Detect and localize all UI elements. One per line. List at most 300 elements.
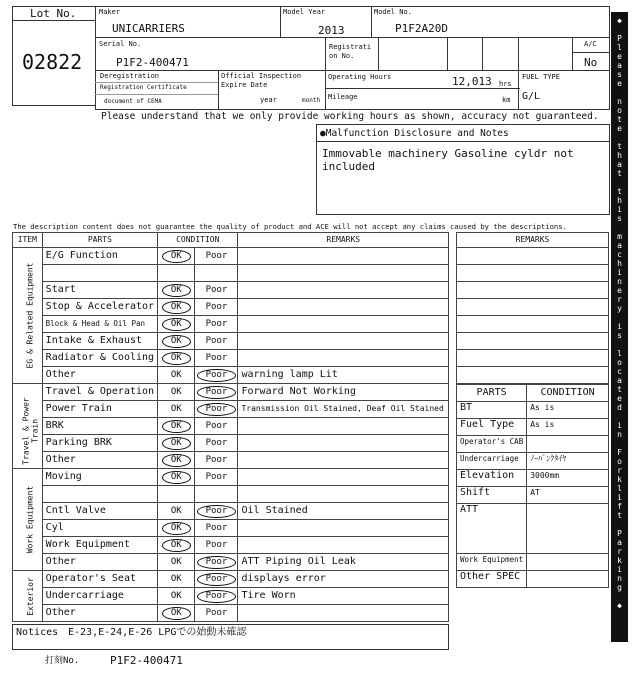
condition-poor-cell [195, 486, 238, 503]
condition-ok-cell [158, 248, 195, 265]
condition-ok-cell [158, 554, 195, 571]
spec-grid [456, 384, 609, 588]
right-remarks-cell [457, 333, 609, 350]
spec-part: BT [457, 402, 527, 419]
poor-mark: Poor [197, 386, 237, 399]
spec-condition [527, 436, 609, 453]
part-name: Radiator & Cooling [42, 350, 157, 367]
header-vline-a [280, 6, 281, 37]
condition-poor-cell [195, 452, 238, 469]
sidebar-char: a [617, 61, 622, 70]
spec-part: Undercarriage [457, 453, 527, 470]
table-row [13, 282, 449, 299]
part-name: Cntl Valve [42, 503, 157, 520]
sidebar-char: l [617, 484, 622, 493]
spec-part: ATT [457, 504, 527, 554]
spec-condition-header: CONDITION [527, 385, 609, 402]
table-row [13, 316, 449, 333]
poor-mark: Poor [205, 608, 228, 618]
condition-ok-cell [158, 350, 195, 367]
poor-mark: Poor [197, 590, 237, 603]
header-remarks: REMARKS [238, 233, 449, 248]
part-name: Work Equipment [42, 537, 157, 554]
operating-hours-value: 12,013 [452, 75, 492, 88]
condition-poor-cell [195, 384, 238, 401]
poor-mark: Poor [205, 302, 228, 312]
operating-hours-label: Operating Hours [328, 73, 392, 81]
condition-ok-cell [158, 486, 195, 503]
sidebar-char: k [617, 475, 622, 484]
sidebar-char: l [617, 43, 622, 52]
spec-part: Elevation [457, 470, 527, 487]
table-row [13, 299, 449, 316]
condition-ok-cell [158, 520, 195, 537]
condition-ok-cell [158, 367, 195, 384]
part-name: Cyl [42, 520, 157, 537]
header-line-2 [95, 70, 610, 71]
sidebar-char: c [617, 250, 622, 259]
sidebar-char: e [617, 52, 622, 61]
spec-part: Other SPEC [457, 571, 527, 588]
maker-label: Maker [99, 8, 121, 16]
table-row [13, 588, 449, 605]
spec-part: Work Equipment [457, 554, 527, 571]
part-name: E/G Function [42, 248, 157, 265]
part-name: Start [42, 282, 157, 299]
ok-mark: OK [162, 335, 191, 348]
sidebar-gap [617, 313, 622, 322]
part-name: Moving [42, 469, 157, 486]
serial-value: P1F2-400471 [116, 56, 189, 69]
sidebar-char: i [617, 493, 622, 502]
remark [238, 299, 449, 316]
sidebar-char: i [617, 205, 622, 214]
sidebar-gap [617, 520, 622, 529]
condition-ok-cell [158, 299, 195, 316]
sidebar-char: y [617, 304, 622, 313]
sidebar-char: i [617, 322, 622, 331]
group-label-cell [13, 248, 43, 384]
poor-mark: Poor [205, 455, 228, 465]
header-vline-g [518, 37, 519, 110]
right-remarks-cell [457, 282, 609, 299]
table-row [13, 418, 449, 435]
right-remarks-cell [457, 350, 609, 367]
condition-poor-cell [195, 316, 238, 333]
header-parts: PARTS [42, 233, 157, 248]
model-year-label: Model Year [283, 8, 326, 16]
table-row [13, 537, 449, 554]
remark: ATT Piping Oil Leak [238, 554, 449, 571]
condition-ok-cell [158, 605, 195, 622]
sidebar-char: e [617, 124, 622, 133]
part-name: Intake & Exhaust [42, 333, 157, 350]
part-name: Operator's Seat [42, 571, 157, 588]
condition-ok-cell [158, 418, 195, 435]
poor-mark: Poor [205, 523, 228, 533]
ok-mark: OK [162, 437, 191, 450]
sidebar-gap [617, 592, 622, 601]
part-name: Parking BRK [42, 435, 157, 452]
condition-poor-cell [195, 367, 238, 384]
condition-poor-cell [195, 469, 238, 486]
poor-mark: Poor [197, 369, 237, 382]
remark: Oil Stained [238, 503, 449, 520]
part-name: Other [42, 367, 157, 384]
sidebar-char: r [617, 295, 622, 304]
table-row [13, 554, 449, 571]
spec-row [457, 470, 609, 487]
spec-row [457, 419, 609, 436]
condition-ok-cell [158, 435, 195, 452]
poor-mark: Poor [205, 319, 228, 329]
fuel-type-value: G/L [522, 91, 541, 102]
sidebar-char: ◆ [617, 601, 622, 610]
sidebar-char: t [617, 385, 622, 394]
malfunction-divider [316, 141, 610, 142]
sidebar-char: P [617, 529, 622, 538]
sidebar-char: s [617, 331, 622, 340]
model-no-value: P1F2A20D [395, 22, 448, 35]
sidebar-char: P [617, 34, 622, 43]
header-line-3 [325, 88, 520, 89]
sidebar-char: s [617, 214, 622, 223]
condition-poor-cell [195, 282, 238, 299]
dereg-line [95, 82, 218, 83]
remark [238, 282, 449, 299]
table-row [13, 605, 449, 622]
sidebar-char: t [617, 169, 622, 178]
sidebar-char: t [617, 187, 622, 196]
remark [238, 537, 449, 554]
km-label: km [502, 96, 511, 104]
spec-condition [527, 554, 609, 571]
right-remarks-cell [457, 265, 609, 282]
spec-condition: 3000mm [527, 470, 609, 487]
table-row [13, 435, 449, 452]
remark [238, 316, 449, 333]
sidebar-char: d [617, 403, 622, 412]
part-name: Stop & Accelerator [42, 299, 157, 316]
stamp-label: 打刻No. [45, 656, 80, 666]
poor-mark: Poor [205, 353, 228, 363]
inspection-label: Official Inspection Expire Date [221, 72, 302, 89]
year-label: year [260, 96, 277, 104]
sidebar-char: o [617, 457, 622, 466]
header-vline-c [325, 37, 326, 110]
ok-mark: OK [162, 301, 191, 314]
ok-mark: OK [162, 539, 191, 552]
ok-mark: OK [162, 250, 191, 263]
ac-divider [572, 52, 610, 53]
spec-part: Fuel Type [457, 419, 527, 436]
registration-label: Registrati on No. [329, 43, 372, 60]
disclaimer: The description content does not guarantee the quality of product and ACE will not accept any claims caused by the descriptions. [13, 222, 567, 231]
sidebar-char: h [617, 259, 622, 268]
dereg-line-2 [95, 94, 218, 95]
condition-poor-cell [195, 435, 238, 452]
sidebar-char: r [617, 547, 622, 556]
ok-mark: OK [170, 557, 182, 567]
condition-poor-cell [195, 520, 238, 537]
remark [238, 265, 449, 282]
sidebar-char: e [617, 394, 622, 403]
sidebar-char: a [617, 241, 622, 250]
header-vline-i [218, 70, 219, 110]
ac-value: No [584, 56, 598, 69]
sidebar-gap [617, 178, 622, 187]
group-label: Work Equipment [25, 485, 35, 554]
remark [238, 486, 449, 503]
sidebar-char: g [617, 583, 622, 592]
notices-label: Notices [16, 627, 59, 638]
condition-ok-cell [158, 384, 195, 401]
ok-mark: OK [170, 404, 182, 414]
table-row [13, 452, 449, 469]
sidebar-char: t [617, 142, 622, 151]
spec-condition: AT [527, 487, 609, 504]
ok-mark: OK [170, 574, 182, 584]
condition-ok-cell [158, 401, 195, 418]
poor-mark: Poor [205, 540, 228, 550]
part-name: Other [42, 605, 157, 622]
part-name: Undercarriage [42, 588, 157, 605]
sidebar-char: r [617, 466, 622, 475]
deregistration-label: Deregistration [100, 72, 160, 80]
sidebar-char: n [617, 277, 622, 286]
remark [238, 605, 449, 622]
header-line-1 [95, 37, 610, 38]
spec-row [457, 504, 609, 554]
poor-mark: Poor [197, 505, 237, 518]
poor-mark: Poor [205, 285, 228, 295]
sidebar-char: i [617, 421, 622, 430]
spec-row [457, 436, 609, 453]
lot-label: Lot No. [30, 7, 77, 20]
table-row [13, 401, 449, 418]
condition-poor-cell [195, 333, 238, 350]
sidebar-char: n [617, 574, 622, 583]
right-remarks-grid [456, 232, 609, 384]
sidebar-char: e [617, 79, 622, 88]
condition-ok-cell [158, 469, 195, 486]
sidebar-gap [617, 439, 622, 448]
sidebar-char: F [617, 448, 622, 457]
location-sidebar [611, 12, 628, 642]
table-row [13, 350, 449, 367]
model-year-value: 2013 [318, 24, 345, 37]
sidebar-char: n [617, 97, 622, 106]
remark [238, 418, 449, 435]
sidebar-char: k [617, 556, 622, 565]
table-row [13, 469, 449, 486]
sidebar-char: h [617, 151, 622, 160]
ok-mark: OK [162, 420, 191, 433]
group-label: EG & Related Equipment [25, 262, 35, 369]
group-label: Travel & Power Train [21, 396, 39, 465]
sidebar-char: o [617, 358, 622, 367]
condition-poor-cell [195, 588, 238, 605]
condition-poor-cell [195, 418, 238, 435]
condition-ok-cell [158, 503, 195, 520]
serial-label: Serial No. [99, 40, 142, 48]
condition-ok-cell [158, 282, 195, 299]
remark: Forward Not Working [238, 384, 449, 401]
spec-row [457, 487, 609, 504]
spec-condition: As is [527, 419, 609, 436]
ok-mark: OK [162, 522, 191, 535]
sidebar-char: e [617, 286, 622, 295]
ok-mark: OK [162, 607, 191, 620]
ok-mark: OK [162, 284, 191, 297]
spec-condition: ﾉｰﾊﾟﾝｸﾀｲﾔ [527, 453, 609, 470]
sidebar-char: t [617, 115, 622, 124]
maker-value: UNICARRIERS [112, 22, 185, 35]
spec-row [457, 554, 609, 571]
condition-grid [12, 232, 449, 622]
spec-part: Operator's CAB [457, 436, 527, 453]
table-row [13, 384, 449, 401]
table-row [13, 571, 449, 588]
table-row [13, 503, 449, 520]
remark [238, 452, 449, 469]
spec-row [457, 453, 609, 470]
part-name: Other [42, 452, 157, 469]
sidebar-gap [617, 133, 622, 142]
header-vline-b [371, 6, 372, 37]
ok-mark: OK [162, 352, 191, 365]
sidebar-gap [617, 25, 622, 34]
sidebar-char: m [617, 232, 622, 241]
registration-cert-label: Registration Certificate [100, 84, 187, 91]
header-vline-f [482, 37, 483, 70]
right-remarks-header: REMARKS [457, 233, 609, 248]
right-remarks-cell [457, 316, 609, 333]
condition-table [12, 232, 449, 622]
condition-ok-cell [158, 452, 195, 469]
model-no-label: Model No. [374, 8, 412, 16]
table-row [13, 248, 449, 265]
poor-mark: Poor [205, 251, 228, 261]
condition-poor-cell [195, 605, 238, 622]
ok-mark: OK [162, 471, 191, 484]
part-name: Travel & Operation [42, 384, 157, 401]
remark [238, 350, 449, 367]
stamp-value: P1F2-400471 [110, 654, 183, 667]
condition-poor-cell [195, 248, 238, 265]
condition-poor-cell [195, 554, 238, 571]
ok-mark: OK [170, 370, 182, 380]
condition-ok-cell [158, 316, 195, 333]
spec-parts-header: PARTS [457, 385, 527, 402]
remark [238, 520, 449, 537]
ac-label: A/C [584, 40, 597, 48]
header-vline-e [447, 37, 448, 70]
ok-mark: OK [162, 454, 191, 467]
remark [238, 248, 449, 265]
notices-text: E-23,E-24,E-26 LPGでの始動未確認 [68, 627, 247, 638]
sidebar-gap [617, 223, 622, 232]
ok-mark: OK [170, 591, 182, 601]
part-name: Block & Head & Oil Pan [42, 316, 157, 333]
condition-poor-cell [195, 299, 238, 316]
sidebar-char: a [617, 538, 622, 547]
right-remarks-cell [457, 248, 609, 265]
poor-mark: Poor [205, 472, 228, 482]
mileage-label: Mileage [328, 93, 358, 101]
header-condition: CONDITION [158, 233, 238, 248]
group-label-cell [13, 469, 43, 571]
part-name: Power Train [42, 401, 157, 418]
right-remarks-cell [457, 367, 609, 384]
right-remarks-table [456, 232, 609, 384]
header-vline-h [572, 37, 573, 70]
part-name [42, 265, 157, 282]
sidebar-char: l [617, 349, 622, 358]
remark [238, 469, 449, 486]
hrs-label: hrs [499, 80, 512, 88]
condition-poor-cell [195, 350, 238, 367]
poor-mark: Poor [205, 336, 228, 346]
group-label-cell [13, 384, 43, 469]
hours-notice: Please understand that we only provide working hours as shown, accuracy not guaranteed. [101, 111, 599, 122]
sidebar-gap [617, 88, 622, 97]
right-remarks-cell [457, 299, 609, 316]
header-vline-d [378, 37, 379, 70]
cema-label: document of CEMA [104, 98, 162, 105]
poor-mark: Poor [205, 438, 228, 448]
sidebar-char: ◆ [617, 16, 622, 25]
table-row [13, 265, 449, 282]
table-row [13, 333, 449, 350]
part-name [42, 486, 157, 503]
remark: warning lamp Lit [238, 367, 449, 384]
table-row [13, 486, 449, 503]
sidebar-gap [617, 412, 622, 421]
poor-mark: Poor [197, 556, 237, 569]
sidebar-gap [617, 340, 622, 349]
spec-table [456, 384, 609, 588]
poor-mark: Poor [197, 403, 237, 416]
remark: Transmission Oil Stained, Deaf Oil Stained [238, 401, 449, 418]
lot-number: 02822 [22, 50, 83, 74]
condition-ok-cell [158, 571, 195, 588]
malfunction-title: ●Malfunction Disclosure and Notes [320, 128, 509, 139]
sidebar-char: i [617, 268, 622, 277]
poor-mark: Poor [205, 421, 228, 431]
part-name: BRK [42, 418, 157, 435]
fuel-type-label: FUEL TYPE [522, 73, 560, 81]
remark: displays error [238, 571, 449, 588]
condition-ok-cell [158, 537, 195, 554]
condition-poor-cell [195, 537, 238, 554]
condition-poor-cell [195, 401, 238, 418]
group-label: Exterior [25, 576, 35, 616]
spec-part: Shift [457, 487, 527, 504]
sidebar-char: i [617, 565, 622, 574]
condition-poor-cell [195, 571, 238, 588]
ok-mark: OK [162, 318, 191, 331]
sidebar-char: c [617, 367, 622, 376]
table-row [13, 520, 449, 537]
condition-ok-cell [158, 333, 195, 350]
spec-condition [527, 504, 609, 554]
part-name: Other [42, 554, 157, 571]
table-row [13, 367, 449, 384]
remark [238, 333, 449, 350]
spec-row [457, 571, 609, 588]
poor-mark: Poor [197, 573, 237, 586]
